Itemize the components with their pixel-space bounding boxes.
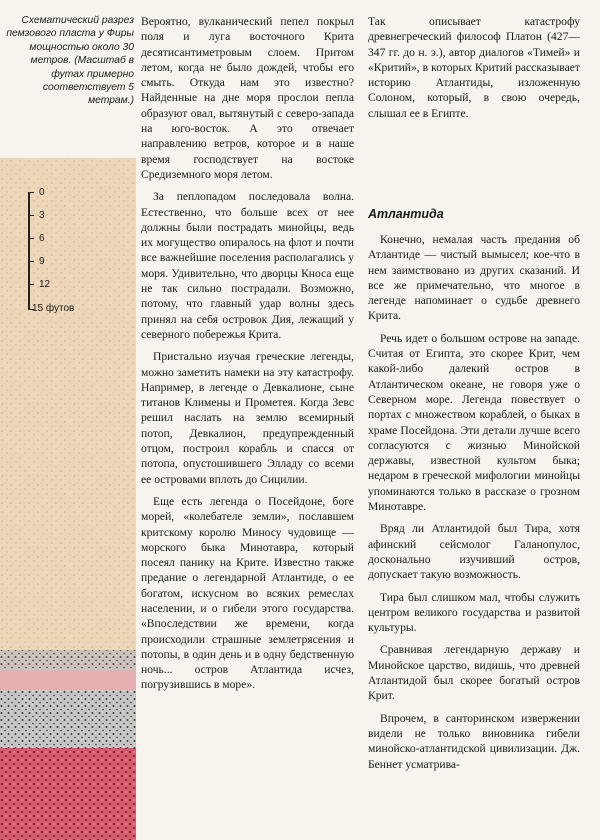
scale-label: 0 [39,187,45,198]
paragraph: Конечно, немалая часть предания об Атлантиде — чистый вымысел; кое-что в нем заимствовано из других сказаний. И все же примечательно, что многое в легенде напоминает о судьбе древнего Крита. [368,233,580,323]
paragraph: Вряд ли Атлантидой был Тира, хотя афинский сейсмолог Галанопулос, досконально изучивший остров, допускает такую возможность. [368,522,580,582]
text-column-1 [141,14,354,693]
scale-bar [28,192,30,310]
scale-label: 6 [39,233,45,244]
paragraph: Речь идет о большом острове на западе. Считая от Египта, это скорее Крит, чем какой-либо далекий остров в Атлантическом океане, не говоря уже о Северном море. Легенда повествует о портах с множеством кораблей, о быках в храме Посейдона. Эти детали лучше всего согласуются с жизнью Минойской державы, известной культом быка; недаром в греческой мифологии минойцы упоминаются только в рассказе о грозном Минотавре. [368,331,580,514]
paragraph: За пеплопадом последовала волна. Естественно, что больше всех от нее должны были пострадать минойцы, ведь их могущество опиралось на флот и почти все важнейшие поселения располагались у моря. Удивительно, что дворцы Кноса еще не так сильно пострадали. Возможно, потому, что главный удар волны здесь принял на себя островок Дия, лежащий у северного побережья Крита. [141,190,354,341]
paragraph: Вероятно, вулканический пепел покрыл поля и луга восточного Крита десятисантиметровым слоем. Притом летом, когда не было дождей, чтобы его смыть. Откуда нам это известно? Найденные на дне моря прослои пепла образуют овал, вытянутый с северо-запада на юго-восток. А это отвечает направлению ветров, которое и в наше время господствует на востоке Средиземного моря летом. [141,15,354,181]
scale-label: 12 [39,279,51,290]
text-column-2-top [368,14,580,121]
paragraph: Еще есть легенда о Посейдоне, боге морей, «колебателе земли», пославшем критскому королю Миносу чудовище — морского быка Минотавра, который посеял панику на Крите. Известно также предание о легендарной Атлантиде, о ее богатом, искусном во всяких ремеслах населении, и о гибели этого государства. «Впоследствии же времени, когда происходили страшные землетрясения и потопы, в один день и в одну бедственную ночь... остров Атлантида исчез, погрузившись в море». [141,494,354,692]
scale-label: 9 [39,256,45,267]
paragraph: Сравнивая легендарную державу и Минойское царство, видишь, что древней Атлантидой был скорее богатый остров Крит. [368,643,580,703]
paragraph: Пристально изучая греческие легенды, можно заметить намеки на эту катастрофу. Например, в легенде о Девкалионе, сыне титанов Климены и Прометея. Когда Зевс решил наслать на землю всемирный потоп, Девкалион, предупрежденный отцом, построил корабль и спасся от потопа, опустошившего Элладу со всеми ее островами вплоть до Сицилии. [141,350,354,486]
paragraph: Впрочем, в санторинском извержении видели не только виновника гибели минойско-атлантидской цивилизации. Дж. Беннет усматрива- [368,711,580,771]
scale-label: 15 футов [32,303,75,314]
paragraph: Так описывает катастрофу древнегреческий философ Платон (427—347 гг. до н. э.), автор диалогов «Тимей» и «Критий», в которых Критий рассказывает историю Атлантиды, изложенную Солоном, который, в свою очередь, слышал ее в Египте. [368,15,580,120]
scale-label: 3 [39,210,45,221]
text-column-2 [368,232,580,772]
depth-scale [22,188,132,312]
paragraph: Тира был слишком мал, чтобы служить центром великого государства и развитой культуры. [368,590,580,635]
figure-caption: Схематический разрез пемзового пласта у Фиры мощностью около 30 метров. (Масштаб в футах примерно соответствует 5 метрам.) [6,15,134,107]
section-heading: Атлантида [368,207,444,221]
ash-layer-thin [0,670,136,690]
